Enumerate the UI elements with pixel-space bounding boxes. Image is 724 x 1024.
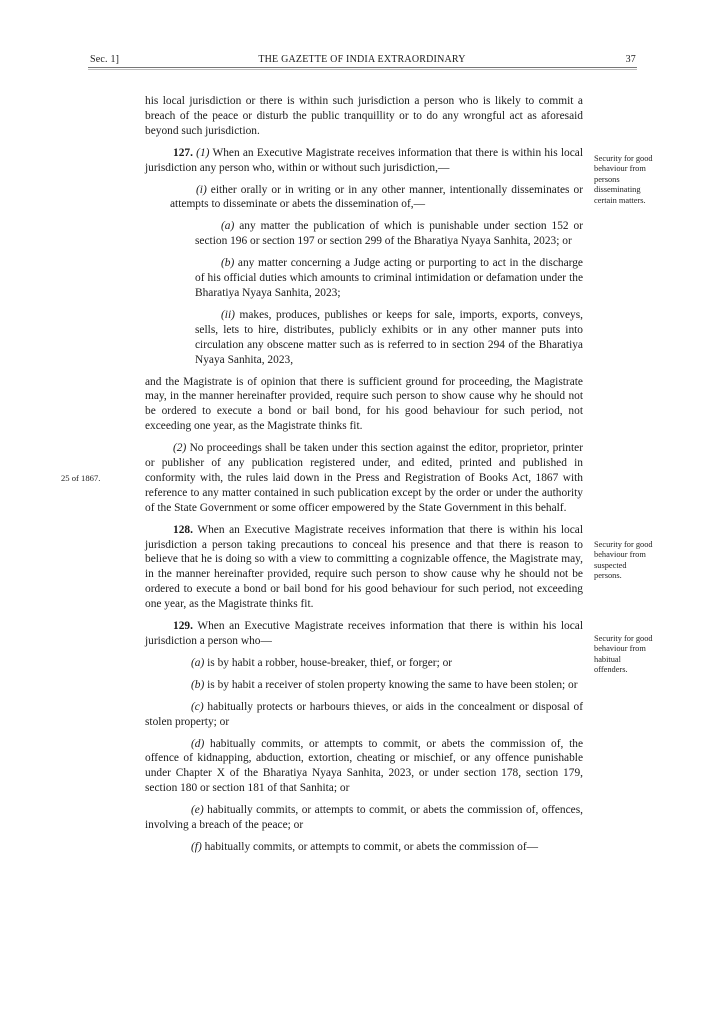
margin-note-128: Security for good behaviour from suspected persons. bbox=[594, 540, 653, 581]
header-section: Sec. 1] bbox=[90, 54, 120, 65]
clause-129-d: (d) habitually commits, or attempts to commit, or abets the commission of, the offence of kidnapping, abduction, extortion, cheating or mischief, or any offence punishable under Chapter X of the Bharatiya Nyaya Sanhita, 2023, or under section 178, section 179, section 180 or section 181 of that Sanhita; or bbox=[145, 737, 583, 795]
paragraph-continuation: his local jurisdiction or there is within such jurisdiction a person who is likely to commit a breach of the peace or disturb the public tranquillity or to do any wrongful act as aforesaid beyond such jurisdiction. bbox=[145, 95, 583, 137]
clause-127-i: (i) either orally or in writing or in any other manner, intentionally disseminates or attempts to disseminate or abets the dissemination of,— bbox=[170, 183, 583, 211]
clause-129-b: (b) is by habit a receiver of stolen property knowing the same to have been stolen; or bbox=[191, 678, 578, 691]
header-page-number: 37 bbox=[625, 54, 636, 65]
section-number: 127. bbox=[173, 146, 193, 159]
subsection-mark: (1) bbox=[196, 146, 210, 159]
header-title: THE GAZETTE OF INDIA EXTRAORDINARY bbox=[258, 54, 466, 65]
section-127-tail: and the Magistrate is of opinion that there is sufficient ground for proceeding, the Magistrate may, in the manner hereinafter provided, require such person to show cause why he should not be ordered to execute a bond or bail bond, for his good behaviour for such period, not exceeding one year, as the Magistrate thinks fit. bbox=[145, 375, 583, 433]
header-rule-secondary bbox=[88, 69, 637, 70]
clause-127-ii: (ii) makes, produces, publishes or keeps for sale, imports, exports, conveys, sells, lets to hire, distributes, publicly exhibits or in any other manner puts into circulation any obscene matter such as is referred to in section 294 of the Bharatiya Nyaya Sanhita, 2023, bbox=[195, 308, 583, 366]
clause-127-a: (a) any matter the publication of which is punishable under section 152 or section 196 or section 197 or section 299 of the Bharatiya Nyaya Sanhita, 2023; or bbox=[195, 220, 583, 248]
section-127-2: (2) No proceedings shall be taken under this section against the editor, proprietor, printer or publisher of any publication registered under, and edited, printed and published in conformity with, the rules laid down in the Press and Registration of Books Act, 1867 with reference to any matter contained in such publication except by the order or under the authority of the State Government or some officer empowered by the State Government in this behalf. bbox=[145, 442, 583, 514]
margin-note-127: Security for good behaviour from persons disseminating certain matters. bbox=[594, 154, 653, 205]
main-text bbox=[145, 94, 583, 862]
clause-129-c: (c) habitually protects or harbours thieves, or aids in the concealment or disposal of stolen property; or bbox=[145, 700, 583, 728]
clause-129-a: (a) is by habit a robber, house-breaker, thief, or forger; or bbox=[191, 656, 453, 669]
clause-127-b: (b) any matter concerning a Judge acting or purporting to act in the discharge of his official duties which amounts to criminal intimidation or defamation under the Bharatiya Nyaya Sanhita, 2023; bbox=[195, 257, 583, 299]
margin-note-act-reference: 25 of 1867. bbox=[61, 473, 101, 483]
clause-129-e: (e) habitually commits, or attempts to commit, or abets the commission of, offences, involving a breach of the peace; or bbox=[145, 804, 583, 832]
section-128: 128. When an Executive Magistrate receives information that there is within his local jurisdiction a person taking precautions to conceal his presence and that there is reason to believe that he is doing so with a view to committing a cognizable offence, the Magistrate may, in the manner hereinafter provided, require such person to show cause why he should not be ordered to execute a bond or bail bond for his good behaviour for such period, not exceeding one year, as the Magistrate thinks fit. bbox=[145, 523, 583, 611]
section-127-1: 127. (1) When an Executive Magistrate receives information that there is within his local jurisdiction any person who, within or without such jurisdiction,— bbox=[145, 146, 583, 174]
margin-note-129: Security for good behaviour from habitual offenders. bbox=[594, 634, 653, 675]
header-rule bbox=[88, 67, 637, 68]
section-number: 129. bbox=[173, 620, 193, 633]
section-number: 128. bbox=[173, 523, 193, 536]
section-129: 129. When an Executive Magistrate receives information that there is within his local jurisdiction a person who— bbox=[145, 620, 583, 647]
clause-129-f: (f) habitually commits, or attempts to commit, or abets the commission of— bbox=[191, 840, 539, 853]
